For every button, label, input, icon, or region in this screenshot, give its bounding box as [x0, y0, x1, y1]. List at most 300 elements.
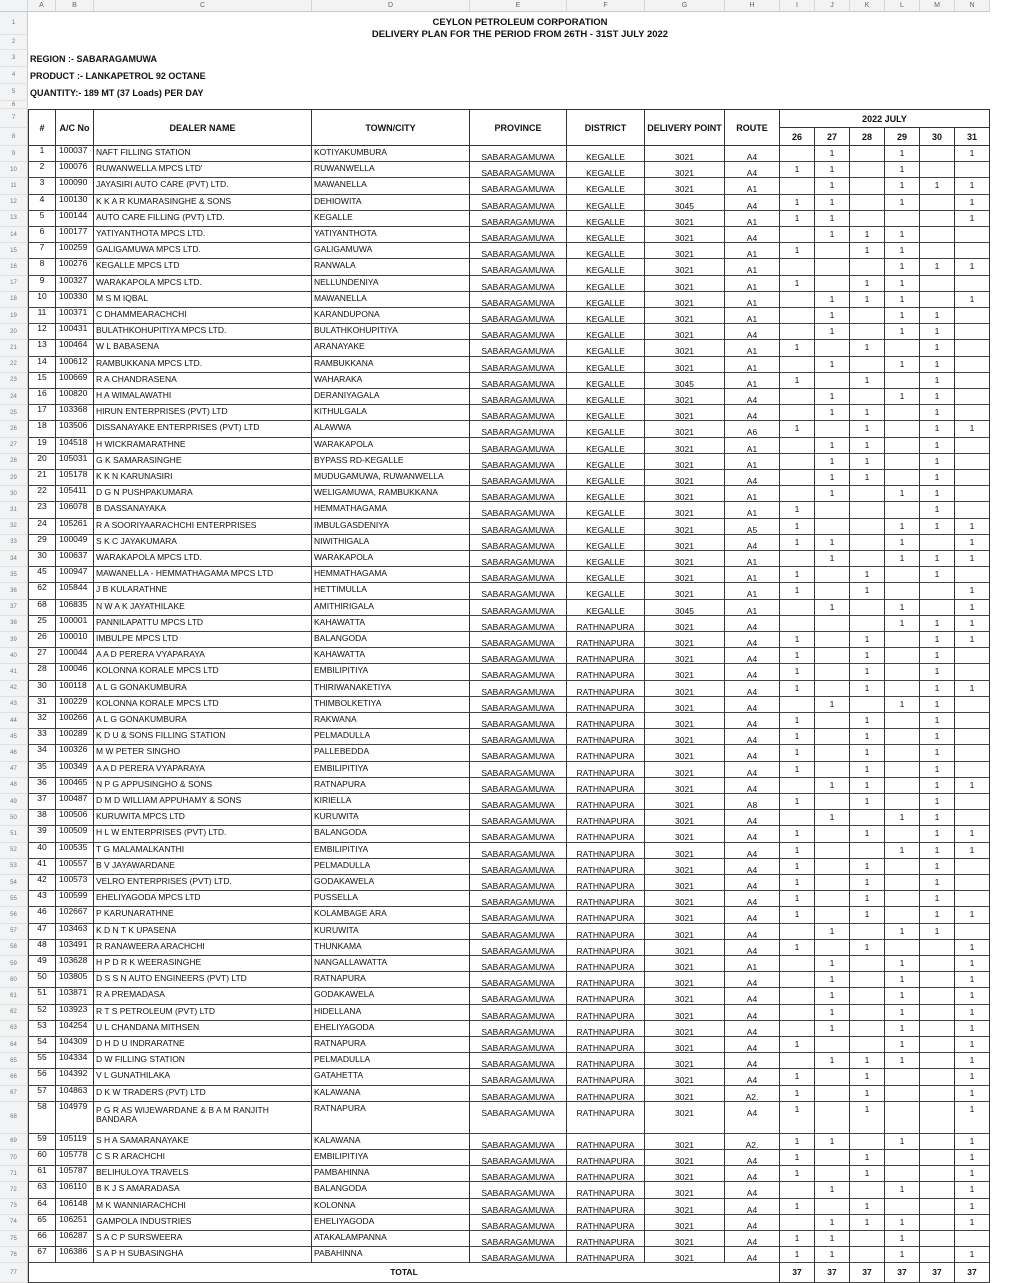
cell-route[interactable]: A4	[725, 697, 780, 713]
cell-delivery[interactable]: 3021	[645, 454, 725, 470]
cell-d29[interactable]: 1	[885, 1231, 920, 1247]
cell-d29[interactable]: 1	[885, 1005, 920, 1021]
cell-town[interactable]: BALANGODA	[312, 632, 470, 648]
cell-no[interactable]: 57	[28, 1086, 56, 1102]
cell-route[interactable]: A1	[725, 956, 780, 972]
cell-d29[interactable]: 1	[885, 972, 920, 988]
cell-d28[interactable]: 1	[850, 1150, 885, 1166]
cell-delivery[interactable]: 3021	[645, 551, 725, 567]
cell-province[interactable]: SABARAGAMUWA	[470, 648, 567, 664]
cell-d29[interactable]	[885, 826, 920, 842]
cell-d29[interactable]: 1	[885, 324, 920, 340]
cell-d29[interactable]	[885, 632, 920, 648]
cell-d29[interactable]	[885, 1150, 920, 1166]
cell-ac[interactable]: 100049	[56, 535, 94, 551]
cell-d30[interactable]: 1	[920, 259, 955, 275]
cell-town[interactable]: KAHAWATTA	[312, 648, 470, 664]
cell-district[interactable]: RATHNAPURA	[567, 1199, 645, 1215]
cell-d29[interactable]	[885, 1102, 920, 1134]
cell-delivery[interactable]: 3021	[645, 1053, 725, 1069]
cell-district[interactable]: RATHNAPURA	[567, 778, 645, 794]
cell-d29[interactable]	[885, 907, 920, 923]
cell-ac[interactable]: 103506	[56, 421, 94, 437]
cell-province[interactable]: SABARAGAMUWA	[470, 373, 567, 389]
cell-dealer[interactable]: N P G APPUSINGHO & SONS	[94, 778, 312, 794]
cell-d27[interactable]	[815, 243, 850, 259]
cell-route[interactable]: A2.	[725, 1134, 780, 1150]
cell-d31[interactable]	[955, 664, 990, 680]
cell-route[interactable]: A4	[725, 745, 780, 761]
cell-delivery[interactable]: 3021	[645, 810, 725, 826]
cell-d28[interactable]	[850, 486, 885, 502]
cell-province[interactable]: SABARAGAMUWA	[470, 1182, 567, 1198]
cell-district[interactable]: KEGALLE	[567, 178, 645, 194]
cell-no[interactable]: 2	[28, 162, 56, 178]
cell-town[interactable]: RUWANWELLA	[312, 162, 470, 178]
cell-d28[interactable]: 1	[850, 794, 885, 810]
cell-d29[interactable]	[885, 875, 920, 891]
cell-delivery[interactable]: 3021	[645, 276, 725, 292]
cell-delivery[interactable]: 3021	[645, 243, 725, 259]
cell-province[interactable]: SABARAGAMUWA	[470, 1053, 567, 1069]
cell-dealer[interactable]: WARAKAPOLA MPCS LTD.	[94, 551, 312, 567]
cell-route[interactable]: A4	[725, 648, 780, 664]
cell-town[interactable]: PABAHINNA	[312, 1247, 470, 1263]
cell-d31[interactable]	[955, 389, 990, 405]
cell-town[interactable]: PAMBAHINNA	[312, 1166, 470, 1182]
cell-no[interactable]: 15	[28, 373, 56, 389]
cell-dealer[interactable]: PANNILAPATTU MPCS LTD	[94, 616, 312, 632]
cell-no[interactable]: 46	[28, 907, 56, 923]
cell-d31[interactable]: 1	[955, 1053, 990, 1069]
cell-route[interactable]: A4	[725, 146, 780, 162]
cell-no[interactable]: 64	[28, 1199, 56, 1215]
cell-town[interactable]: KURUWITA	[312, 924, 470, 940]
cell-d29[interactable]	[885, 373, 920, 389]
cell-d26[interactable]	[780, 454, 815, 470]
cell-ac[interactable]: 100118	[56, 681, 94, 697]
cell-d30[interactable]: 1	[920, 826, 955, 842]
cell-d28[interactable]: 1	[850, 632, 885, 648]
cell-district[interactable]: KEGALLE	[567, 470, 645, 486]
cell-province[interactable]: SABARAGAMUWA	[470, 1086, 567, 1102]
cell-d27[interactable]	[815, 373, 850, 389]
cell-d26[interactable]: 1	[780, 1231, 815, 1247]
cell-d31[interactable]: 1	[955, 826, 990, 842]
cell-no[interactable]: 16	[28, 389, 56, 405]
cell-d31[interactable]	[955, 875, 990, 891]
cell-delivery[interactable]: 3021	[645, 697, 725, 713]
cell-d28[interactable]	[850, 1182, 885, 1198]
cell-d28[interactable]	[850, 535, 885, 551]
cell-d26[interactable]: 1	[780, 1166, 815, 1182]
cell-ac[interactable]: 100144	[56, 211, 94, 227]
cell-province[interactable]: SABARAGAMUWA	[470, 551, 567, 567]
cell-town[interactable]: BULATHKOHUPITIYA	[312, 324, 470, 340]
cell-d26[interactable]	[780, 924, 815, 940]
cell-dealer[interactable]: D M D WILLIAM APPUHAMY & SONS	[94, 794, 312, 810]
cell-d27[interactable]	[815, 1069, 850, 1085]
cell-d31[interactable]: 1	[955, 195, 990, 211]
cell-d27[interactable]: 1	[815, 146, 850, 162]
cell-d29[interactable]	[885, 211, 920, 227]
cell-town[interactable]: MAWANELLA	[312, 292, 470, 308]
cell-route[interactable]: A4	[725, 324, 780, 340]
cell-d31[interactable]	[955, 308, 990, 324]
cell-district[interactable]: KEGALLE	[567, 583, 645, 599]
row-number[interactable]: 15	[0, 243, 28, 259]
cell-d27[interactable]	[815, 1166, 850, 1182]
cell-d31[interactable]: 1	[955, 1086, 990, 1102]
cell-town[interactable]: ATAKALAMPANNA	[312, 1231, 470, 1247]
cell-d27[interactable]	[815, 794, 850, 810]
cell-d30[interactable]	[920, 211, 955, 227]
cell-dealer[interactable]: KOLONNA KORALE MPCS LTD	[94, 664, 312, 680]
cell-d26[interactable]	[780, 405, 815, 421]
cell-route[interactable]: A1	[725, 373, 780, 389]
row-number[interactable]: 63	[0, 1021, 28, 1037]
cell-ac[interactable]: 103923	[56, 1005, 94, 1021]
cell-d30[interactable]	[920, 1215, 955, 1231]
cell-d31[interactable]: 1	[955, 1199, 990, 1215]
row-number[interactable]: 16	[0, 259, 28, 275]
cell-d30[interactable]	[920, 940, 955, 956]
row-number[interactable]: 58	[0, 940, 28, 956]
cell-d29[interactable]: 1	[885, 843, 920, 859]
cell-province[interactable]: SABARAGAMUWA	[470, 276, 567, 292]
cell-province[interactable]: SABARAGAMUWA	[470, 778, 567, 794]
row-number[interactable]: 17	[0, 276, 28, 292]
cell-delivery[interactable]: 3021	[645, 664, 725, 680]
cell-d26[interactable]: 1	[780, 1069, 815, 1085]
cell-d28[interactable]: 1	[850, 729, 885, 745]
cell-no[interactable]: 41	[28, 859, 56, 875]
cell-province[interactable]: SABARAGAMUWA	[470, 875, 567, 891]
cell-dealer[interactable]: GALIGAMUWA MPCS LTD.	[94, 243, 312, 259]
cell-d31[interactable]: 1	[955, 535, 990, 551]
cell-route[interactable]: A4	[725, 681, 780, 697]
cell-province[interactable]: SABARAGAMUWA	[470, 162, 567, 178]
cell-d29[interactable]	[885, 891, 920, 907]
row-number[interactable]: 45	[0, 729, 28, 745]
cell-d26[interactable]	[780, 470, 815, 486]
cell-district[interactable]: RATHNAPURA	[567, 875, 645, 891]
row-number[interactable]: 51	[0, 826, 28, 842]
cell-d28[interactable]: 1	[850, 778, 885, 794]
cell-town[interactable]: WELIGAMUWA, RAMBUKKANA	[312, 486, 470, 502]
cell-d27[interactable]: 1	[815, 324, 850, 340]
cell-town[interactable]: MUDUGAMUWA, RUWANWELLA	[312, 470, 470, 486]
cell-d28[interactable]	[850, 616, 885, 632]
cell-d29[interactable]: 1	[885, 600, 920, 616]
cell-d30[interactable]	[920, 1166, 955, 1182]
cell-d27[interactable]	[815, 681, 850, 697]
cell-d26[interactable]: 1	[780, 1199, 815, 1215]
cell-d30[interactable]	[920, 1150, 955, 1166]
cell-d29[interactable]: 1	[885, 697, 920, 713]
cell-d26[interactable]	[780, 486, 815, 502]
cell-dealer[interactable]: A A D PERERA VYAPARAYA	[94, 762, 312, 778]
cell-dealer[interactable]: B K J S AMARADASA	[94, 1182, 312, 1198]
cell-no[interactable]: 43	[28, 891, 56, 907]
row-number[interactable]: 25	[0, 405, 28, 421]
cell-route[interactable]: A1	[725, 600, 780, 616]
cell-d29[interactable]	[885, 664, 920, 680]
cell-d26[interactable]: 1	[780, 648, 815, 664]
cell-d27[interactable]	[815, 664, 850, 680]
cell-delivery[interactable]: 3021	[645, 519, 725, 535]
cell-d26[interactable]	[780, 259, 815, 275]
cell-town[interactable]: RAMBUKKANA	[312, 357, 470, 373]
cell-d26[interactable]: 1	[780, 502, 815, 518]
cell-d26[interactable]: 1	[780, 195, 815, 211]
cell-d30[interactable]: 1	[920, 438, 955, 454]
cell-ac[interactable]: 100465	[56, 778, 94, 794]
cell-no[interactable]: 55	[28, 1053, 56, 1069]
cell-no[interactable]: 56	[28, 1069, 56, 1085]
row-number[interactable]: 59	[0, 956, 28, 972]
cell-d26[interactable]	[780, 292, 815, 308]
cell-province[interactable]: SABARAGAMUWA	[470, 762, 567, 778]
cell-no[interactable]: 5	[28, 211, 56, 227]
cell-no[interactable]: 63	[28, 1182, 56, 1198]
cell-ac[interactable]: 106251	[56, 1215, 94, 1231]
cell-province[interactable]: SABARAGAMUWA	[470, 1166, 567, 1182]
cell-d27[interactable]: 1	[815, 1134, 850, 1150]
cell-d30[interactable]: 1	[920, 454, 955, 470]
cell-d26[interactable]: 1	[780, 1086, 815, 1102]
cell-route[interactable]: A4	[725, 859, 780, 875]
cell-town[interactable]: AMITHIRIGALA	[312, 600, 470, 616]
cell-d30[interactable]: 1	[920, 729, 955, 745]
row-number[interactable]: 11	[0, 178, 28, 194]
cell-no[interactable]: 67	[28, 1247, 56, 1263]
cell-town[interactable]: NELLUNDENIYA	[312, 276, 470, 292]
cell-d26[interactable]	[780, 600, 815, 616]
cell-delivery[interactable]: 3021	[645, 891, 725, 907]
cell-district[interactable]: RATHNAPURA	[567, 1215, 645, 1231]
cell-d31[interactable]: 1	[955, 259, 990, 275]
cell-no[interactable]: 18	[28, 421, 56, 437]
cell-d28[interactable]: 1	[850, 826, 885, 842]
cell-dealer[interactable]: JAYASIRI AUTO CARE (PVT) LTD.	[94, 178, 312, 194]
row-number[interactable]: 60	[0, 972, 28, 988]
cell-ac[interactable]: 100327	[56, 276, 94, 292]
cell-no[interactable]: 19	[28, 438, 56, 454]
cell-d27[interactable]: 1	[815, 778, 850, 794]
cell-d27[interactable]: 1	[815, 486, 850, 502]
cell-ac[interactable]: 106148	[56, 1199, 94, 1215]
cell-d28[interactable]	[850, 956, 885, 972]
cell-no[interactable]: 49	[28, 956, 56, 972]
cell-d28[interactable]	[850, 502, 885, 518]
cell-ac[interactable]: 105261	[56, 519, 94, 535]
cell-d27[interactable]: 1	[815, 535, 850, 551]
cell-d31[interactable]: 1	[955, 988, 990, 1004]
cell-town[interactable]: THUNKAMA	[312, 940, 470, 956]
cell-d28[interactable]	[850, 810, 885, 826]
cell-route[interactable]: A1	[725, 259, 780, 275]
cell-d27[interactable]: 1	[815, 600, 850, 616]
row-number[interactable]: 4	[0, 67, 28, 84]
cell-route[interactable]: A1	[725, 454, 780, 470]
cell-d27[interactable]	[815, 519, 850, 535]
cell-province[interactable]: SABARAGAMUWA	[470, 972, 567, 988]
cell-town[interactable]: RATNAPURA	[312, 972, 470, 988]
cell-ac[interactable]: 104863	[56, 1086, 94, 1102]
cell-province[interactable]: SABARAGAMUWA	[470, 421, 567, 437]
cell-no[interactable]: 47	[28, 924, 56, 940]
cell-d30[interactable]: 1	[920, 308, 955, 324]
cell-d27[interactable]	[815, 340, 850, 356]
cell-dealer[interactable]: K D N T K UPASENA	[94, 924, 312, 940]
cell-dealer[interactable]: H A WIMALAWATHI	[94, 389, 312, 405]
cell-town[interactable]: GALIGAMUWA	[312, 243, 470, 259]
cell-no[interactable]: 8	[28, 259, 56, 275]
cell-district[interactable]: RATHNAPURA	[567, 826, 645, 842]
cell-district[interactable]: RATHNAPURA	[567, 988, 645, 1004]
cell-no[interactable]: 33	[28, 729, 56, 745]
row-number[interactable]: 55	[0, 891, 28, 907]
cell-dealer[interactable]: M W PETER SINGHO	[94, 745, 312, 761]
cell-d26[interactable]: 1	[780, 745, 815, 761]
cell-town[interactable]: PALLEBEDDA	[312, 745, 470, 761]
cell-d28[interactable]: 1	[850, 907, 885, 923]
cell-d28[interactable]: 1	[850, 940, 885, 956]
cell-delivery[interactable]: 3021	[645, 681, 725, 697]
cell-dealer[interactable]: D S S N AUTO ENGINEERS (PVT) LTD	[94, 972, 312, 988]
cell-delivery[interactable]: 3045	[645, 600, 725, 616]
column-header-h[interactable]: H	[725, 0, 780, 12]
cell-district[interactable]: RATHNAPURA	[567, 859, 645, 875]
cell-province[interactable]: SABARAGAMUWA	[470, 1247, 567, 1263]
cell-province[interactable]: SABARAGAMUWA	[470, 1069, 567, 1085]
cell-d27[interactable]: 1	[815, 924, 850, 940]
cell-ac[interactable]: 100044	[56, 648, 94, 664]
cell-d28[interactable]	[850, 988, 885, 1004]
cell-d30[interactable]: 1	[920, 778, 955, 794]
cell-d30[interactable]	[920, 195, 955, 211]
cell-d31[interactable]	[955, 324, 990, 340]
cell-d27[interactable]: 1	[815, 551, 850, 567]
cell-d26[interactable]: 1	[780, 875, 815, 891]
cell-no[interactable]: 51	[28, 988, 56, 1004]
cell-route[interactable]: A1	[725, 340, 780, 356]
cell-d26[interactable]	[780, 357, 815, 373]
cell-d27[interactable]: 1	[815, 1021, 850, 1037]
cell-d29[interactable]: 1	[885, 259, 920, 275]
row-number[interactable]: 47	[0, 762, 28, 778]
cell-province[interactable]: SABARAGAMUWA	[470, 664, 567, 680]
cell-d28[interactable]	[850, 259, 885, 275]
cell-d28[interactable]: 1	[850, 227, 885, 243]
column-header-e[interactable]: E	[470, 0, 567, 12]
corner-cell[interactable]	[0, 0, 28, 12]
row-number[interactable]: 65	[0, 1053, 28, 1069]
cell-dealer[interactable]: V L GUNATHILAKA	[94, 1069, 312, 1085]
cell-delivery[interactable]: 3021	[645, 1021, 725, 1037]
cell-province[interactable]: SABARAGAMUWA	[470, 357, 567, 373]
cell-ac[interactable]: 106835	[56, 600, 94, 616]
cell-province[interactable]: SABARAGAMUWA	[470, 519, 567, 535]
cell-dealer[interactable]: B DASSANAYAKA	[94, 502, 312, 518]
cell-d27[interactable]	[815, 891, 850, 907]
cell-d26[interactable]	[780, 1005, 815, 1021]
cell-d26[interactable]: 1	[780, 664, 815, 680]
cell-delivery[interactable]: 3021	[645, 486, 725, 502]
cell-dealer[interactable]: T G MALAMALKANTHI	[94, 843, 312, 859]
cell-d31[interactable]	[955, 1231, 990, 1247]
cell-delivery[interactable]: 3021	[645, 405, 725, 421]
cell-d26[interactable]: 1	[780, 762, 815, 778]
cell-town[interactable]: RATNAPURA	[312, 1037, 470, 1053]
column-header-l[interactable]: L	[885, 0, 920, 12]
cell-town[interactable]: HEMMATHAGAMA	[312, 502, 470, 518]
cell-d29[interactable]	[885, 1069, 920, 1085]
cell-d27[interactable]	[815, 875, 850, 891]
row-number[interactable]: 54	[0, 875, 28, 891]
cell-province[interactable]: SABARAGAMUWA	[470, 292, 567, 308]
cell-province[interactable]: SABARAGAMUWA	[470, 745, 567, 761]
cell-town[interactable]: EMBILIPITIYA	[312, 762, 470, 778]
cell-d28[interactable]: 1	[850, 243, 885, 259]
row-number[interactable]: 39	[0, 632, 28, 648]
cell-ac[interactable]: 105031	[56, 454, 94, 470]
cell-no[interactable]: 14	[28, 357, 56, 373]
cell-d27[interactable]: 1	[815, 292, 850, 308]
cell-route[interactable]: A4	[725, 1150, 780, 1166]
cell-ac[interactable]: 105787	[56, 1166, 94, 1182]
cell-delivery[interactable]: 3021	[645, 648, 725, 664]
cell-d28[interactable]	[850, 211, 885, 227]
cell-delivery[interactable]: 3021	[645, 308, 725, 324]
cell-d31[interactable]	[955, 745, 990, 761]
row-number[interactable]: 69	[0, 1134, 28, 1150]
cell-d27[interactable]	[815, 616, 850, 632]
cell-dealer[interactable]: WARAKAPOLA MPCS LTD.	[94, 276, 312, 292]
cell-d27[interactable]	[815, 502, 850, 518]
cell-ac[interactable]: 100371	[56, 308, 94, 324]
cell-d29[interactable]: 1	[885, 551, 920, 567]
cell-route[interactable]: A6	[725, 421, 780, 437]
cell-d30[interactable]: 1	[920, 648, 955, 664]
cell-town[interactable]: RAKWANA	[312, 713, 470, 729]
cell-province[interactable]: SABARAGAMUWA	[470, 924, 567, 940]
cell-d27[interactable]: 1	[815, 454, 850, 470]
cell-d29[interactable]	[885, 940, 920, 956]
cell-delivery[interactable]: 3021	[645, 794, 725, 810]
cell-d29[interactable]: 1	[885, 924, 920, 940]
cell-ac[interactable]: 100046	[56, 664, 94, 680]
cell-d28[interactable]: 1	[850, 583, 885, 599]
cell-d26[interactable]: 1	[780, 211, 815, 227]
cell-district[interactable]: KEGALLE	[567, 259, 645, 275]
cell-province[interactable]: SABARAGAMUWA	[470, 859, 567, 875]
cell-no[interactable]: 7	[28, 243, 56, 259]
cell-d31[interactable]	[955, 340, 990, 356]
cell-d28[interactable]	[850, 519, 885, 535]
cell-d27[interactable]	[815, 632, 850, 648]
cell-town[interactable]: THIRIWANAKETIYA	[312, 681, 470, 697]
cell-d31[interactable]: 1	[955, 1037, 990, 1053]
row-number[interactable]: 13	[0, 211, 28, 227]
cell-ac[interactable]: 103805	[56, 972, 94, 988]
cell-ac[interactable]: 100037	[56, 146, 94, 162]
cell-d29[interactable]: 1	[885, 1247, 920, 1263]
cell-d30[interactable]: 1	[920, 843, 955, 859]
cell-dealer[interactable]: KEGALLE MPCS LTD	[94, 259, 312, 275]
cell-d26[interactable]	[780, 438, 815, 454]
